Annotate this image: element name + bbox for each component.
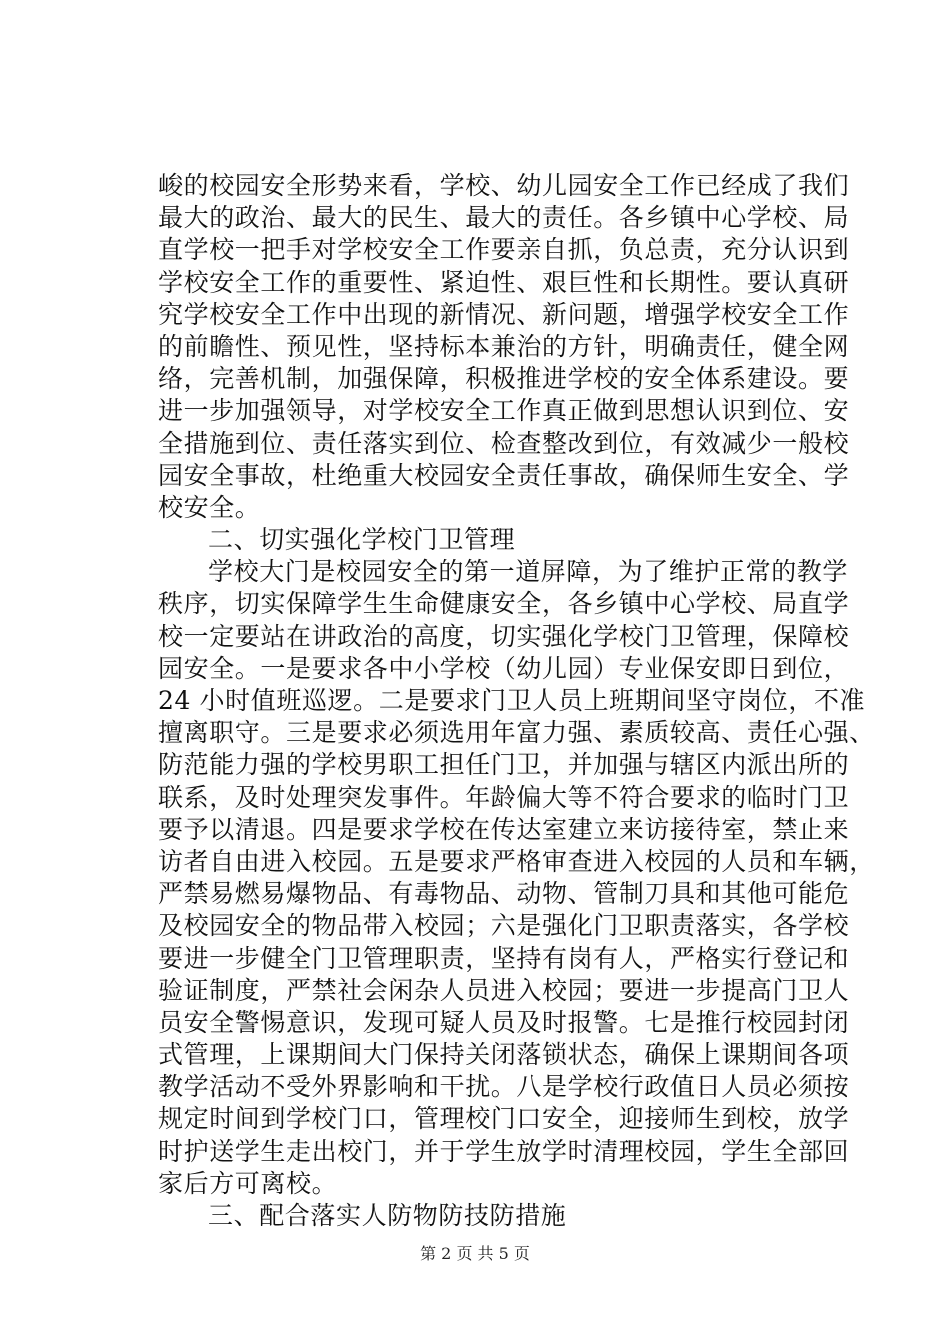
text-line: 直学校一把手对学校安全工作要亲自抓，负总责，充分认识到 xyxy=(158,235,850,265)
text-line: 式管理，上课期间大门保持关闭落锁状态，确保上课期间各项 xyxy=(158,1040,850,1070)
text-line: 秩序，切实保障学生生命健康安全，各乡镇中心学校、局直学 xyxy=(158,589,850,619)
text-line: 的前瞻性、预见性，坚持标本兼治的方针，明确责任，健全网 xyxy=(158,331,850,361)
text-line: 学校安全工作的重要性、紧迫性、艰巨性和长期性。要认真研 xyxy=(158,267,850,297)
text-line: 员安全警惕意识，发现可疑人员及时报警。七是推行校园封闭 xyxy=(158,1007,850,1037)
text-line: 严禁易燃易爆物品、有毒物品、动物、管制刀具和其他可能危 xyxy=(158,879,850,909)
section-heading: 三、配合落实人防物防技防措施 xyxy=(208,1201,567,1230)
text-line: 峻的校园安全形势来看，学校、幼儿园安全工作已经成了我们 xyxy=(158,171,850,200)
text-line: 联系，及时处理突发事件。年龄偏大等不符合要求的临时门卫 xyxy=(158,782,850,812)
paragraph-first-line: 学校大门是校园安全的第一道屏障，为了维护正常的教学 xyxy=(208,557,849,587)
text-line: 园安全事故，杜绝重大校园安全责任事故，确保师生安全、学 xyxy=(158,460,850,490)
text-line: 最大的政治、最大的民生、最大的责任。各乡镇中心学校、局 xyxy=(158,203,850,233)
page-footer: 第 2 页 共 5 页 xyxy=(420,1244,530,1263)
text-line: 园安全。一是要求各中小学校（幼儿园）专业保安即日到位， xyxy=(158,653,850,683)
section-heading: 二、切实强化学校门卫管理 xyxy=(208,525,516,555)
text-line: 究学校安全工作中出现的新情况、新问题，增强学校安全工作 xyxy=(158,299,850,329)
text-line: 要予以清退。四是要求学校在传达室建立来访接待室，禁止来 xyxy=(158,814,850,844)
text-line: 全措施到位、责任落实到位、检查整改到位，有效减少一般校 xyxy=(158,428,850,458)
text-line: 时护送学生走出校门，并于学生放学时清理校园，学生全部回 xyxy=(158,1136,850,1166)
text-line: 擅离职守。三是要求必须选用年富力强、素质较高、责任心强、 xyxy=(158,718,875,748)
text-line: 访者自由进入校园。五是要求严格审查进入校园的人员和车辆， xyxy=(158,846,875,876)
text-line: 教学活动不受外界影响和干扰。八是学校行政值日人员必须按 xyxy=(158,1072,850,1102)
text-line: 家后方可离校。 xyxy=(158,1168,338,1198)
text-line: 要进一步健全门卫管理职责，坚持有岗有人，严格实行登记和 xyxy=(158,943,850,973)
text-line: 校一定要站在讲政治的高度，切实强化学校门卫管理，保障校 xyxy=(158,621,850,651)
text-line: 进一步加强领导，对学校安全工作真正做到思想认识到位、安 xyxy=(158,396,850,426)
text-line: 络，完善机制，加强保障，积极推进学校的安全体系建设。要 xyxy=(158,364,850,394)
document-body xyxy=(158,170,875,1232)
text-line: 及校园安全的物品带入校园；六是强化门卫职责落实，各学校 xyxy=(158,911,850,941)
text-line: 规定时间到学校门口，管理校门口安全，迎接师生到校，放学 xyxy=(158,1104,850,1134)
text-line: 24 小时值班巡逻。二是要求门卫人员上班期间坚守岗位，不准 xyxy=(158,686,866,715)
text-line: 验证制度，严禁社会闲杂人员进入校园；要进一步提高门卫人 xyxy=(158,975,850,1005)
text-line: 防范能力强的学校男职工担任门卫，并加强与辖区内派出所的 xyxy=(158,750,850,780)
text-line: 校安全。 xyxy=(158,492,261,522)
